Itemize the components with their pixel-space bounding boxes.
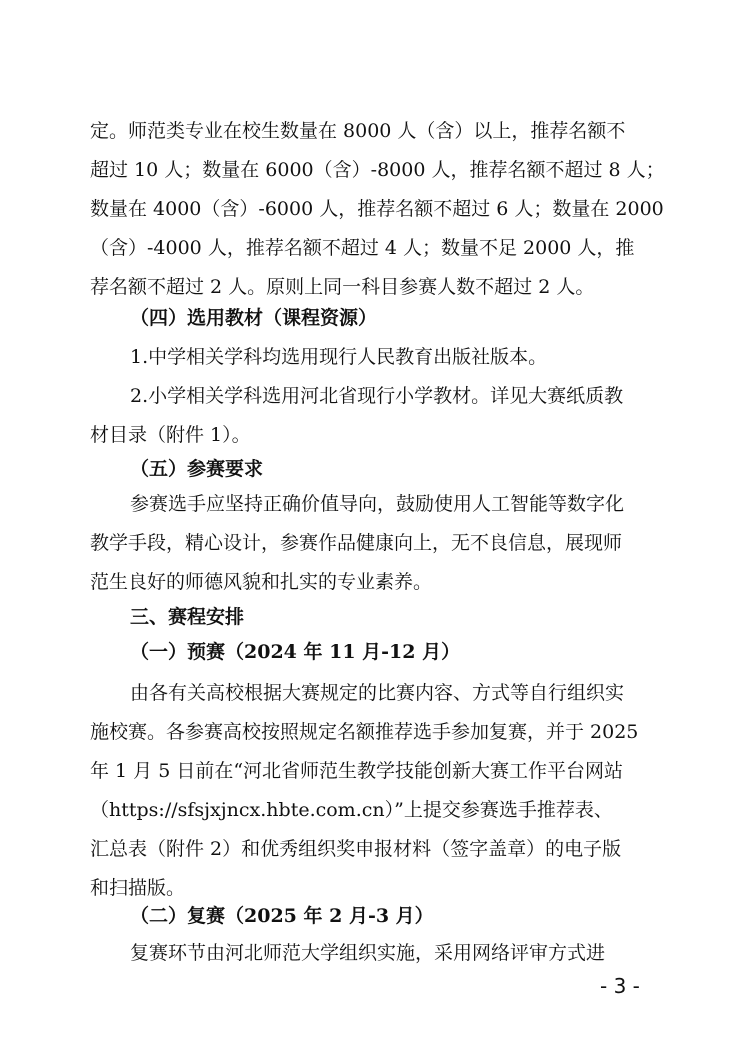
page-number: - 3 - <box>600 974 640 998</box>
paragraph-line: （https://sfsjxjncx.hbte.com.cn）”上提交参赛选手推荐表、 <box>90 799 613 821</box>
chapter-heading-schedule: 三、赛程安排 <box>130 606 245 628</box>
paragraph-line: 由各有关高校根据大赛规定的比赛内容、方式等自行组织实 <box>130 682 625 704</box>
paragraph-line: 数量在 4000（含）-6000 人，推荐名额不超过 6 人；数量在 2000 <box>90 198 664 220</box>
section-heading-textbooks: （四）选用教材（课程资源） <box>130 307 378 329</box>
paragraph-line: 材目录（附件 1）。 <box>90 424 251 446</box>
paragraph-line: 汇总表（附件 2）和优秀组织奖申报材料（签字盖章）的电子版 <box>90 838 622 860</box>
paragraph-line: 复赛环节由河北师范大学组织实施，采用网络评审方式进 <box>130 942 606 964</box>
paragraph-line: （含）-4000 人，推荐名额不超过 4 人；数量不足 2000 人，推 <box>90 237 635 259</box>
paragraph-line: 超过 10 人；数量在 6000（含）-8000 人，推荐名额不超过 8 人； <box>90 159 665 181</box>
paragraph-line: 和扫描版。 <box>90 877 186 899</box>
paragraph-line: 施校赛。各参赛高校按照规定名额推荐选手参加复赛，并于 2025 <box>90 721 639 743</box>
paragraph-line: 定。师范类专业在校生数量在 8000 人（含）以上，推荐名额不 <box>90 120 626 142</box>
paragraph-line: 荐名额不超过 2 人。原则上同一科目参赛人数不超过 2 人。 <box>90 276 595 298</box>
paragraph-line: 参赛选手应坚持正确价值导向，鼓励使用人工智能等数字化 <box>130 493 625 515</box>
paragraph-line: 年 1 月 5 日前在“河北省师范生教学技能创新大赛工作平台网站 <box>90 760 624 782</box>
paragraph-line: 教学手段，精心设计，参赛作品健康向上，无不良信息，展现师 <box>90 532 623 554</box>
section-heading-preliminary: （一）预赛（2024 年 11 月-12 月） <box>130 641 461 663</box>
section-heading-requirements: （五）参赛要求 <box>130 458 264 480</box>
list-item: 1.中学相关学科均选用现行人民教育出版社版本。 <box>130 346 548 368</box>
list-item: 2.小学相关学科选用河北省现行小学教材。详见大赛纸质教 <box>130 385 624 407</box>
paragraph-line: 范生良好的师德风貌和扎实的专业素养。 <box>90 571 433 593</box>
section-heading-semifinal: （二）复赛（2025 年 2 月-3 月） <box>130 905 434 927</box>
